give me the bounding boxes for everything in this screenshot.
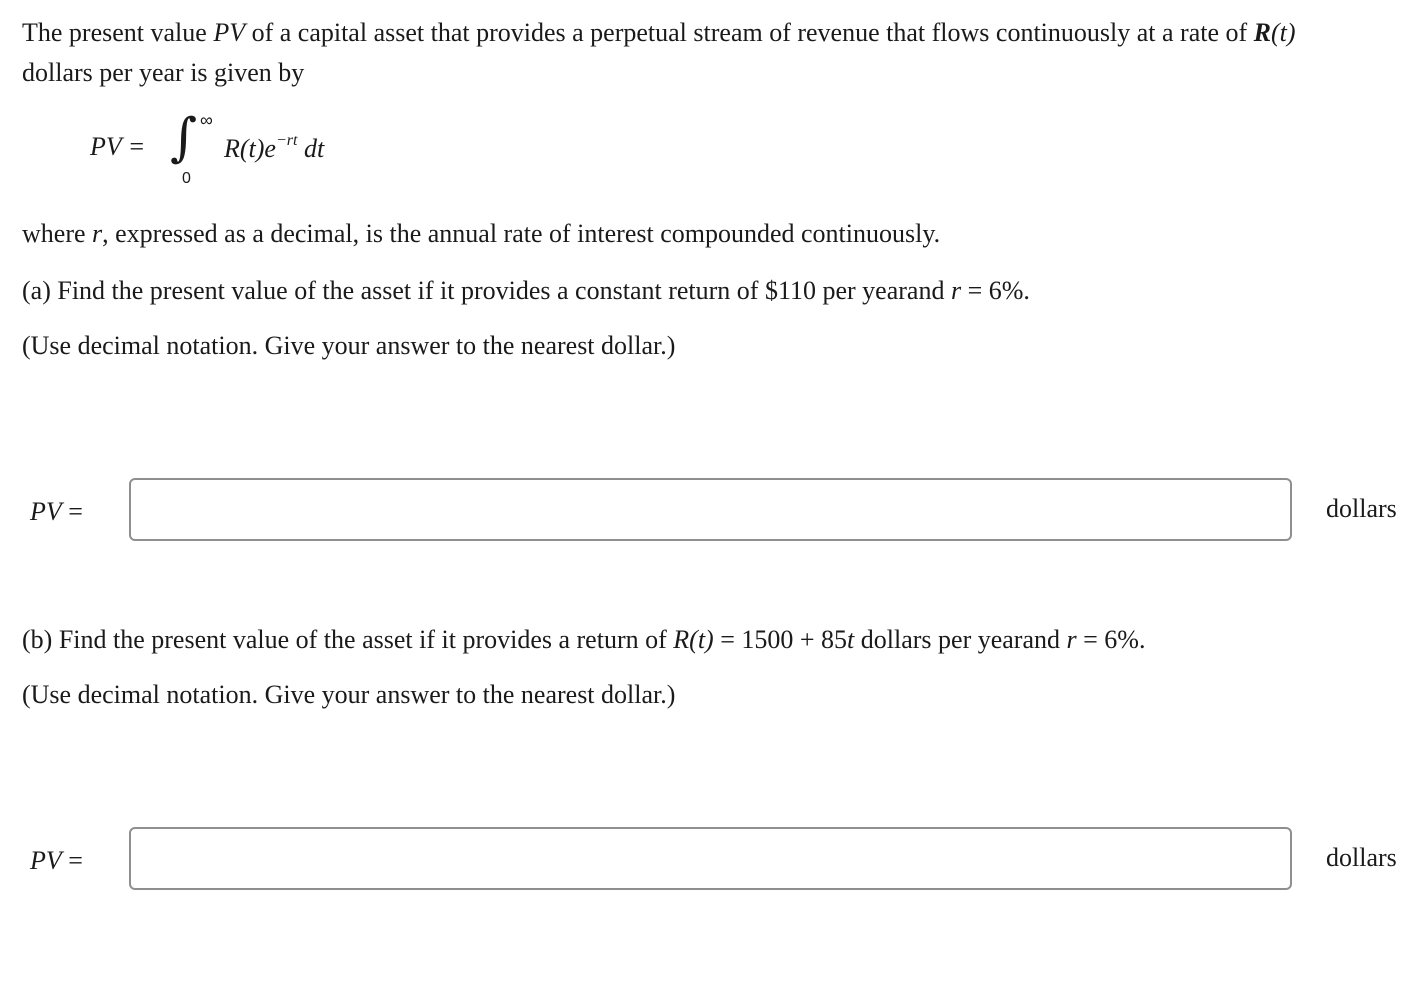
intro-text-line-1 <box>22 13 1296 53</box>
part-b-question-e: = 6%. <box>1076 625 1146 654</box>
part-b-r-symbol: r <box>1066 625 1077 654</box>
where-text <box>22 214 940 254</box>
part-b-t2-symbol: t <box>847 625 855 654</box>
intro-text-a: The present value <box>22 18 214 47</box>
part-b-pv-equals: = <box>61 846 83 875</box>
part-b-question-a: (b) Find the present value of the asset if it provides a return of <box>22 625 674 654</box>
integrand-dt: dt <box>297 134 325 163</box>
integral-sign-icon: ∫ <box>170 108 198 168</box>
formula-lower-limit: 0 <box>182 170 191 187</box>
part-a-question <box>22 271 1030 311</box>
part-b-question-b: = 1500 + 85 <box>713 625 848 654</box>
part-a-pv-equals: = <box>61 497 83 526</box>
part-a-r-symbol: r <box>950 276 962 305</box>
integrand-main: R(t)e <box>224 134 276 163</box>
formula-lhs: PV = <box>90 132 146 161</box>
part-a-pv-label <box>30 497 83 527</box>
where-r-symbol: r <box>92 219 103 248</box>
where-text-a: where <box>22 219 93 248</box>
intro-t-symbol: (t) <box>1271 18 1296 47</box>
part-a-question-b: and <box>906 276 951 305</box>
part-a-question-a: (a) Find the present value of the asset if it provides a constant return of $110 per year <box>22 276 907 305</box>
intro-text-line-2: dollars per year is given by <box>22 58 305 87</box>
part-a-pv-symbol: PV <box>30 497 62 526</box>
part-a-unit-label: dollars <box>1326 494 1397 523</box>
formula-upper-limit: ∞ <box>200 110 213 130</box>
part-a-question-c: = 6%. <box>961 276 1030 305</box>
part-b-unit-label: dollars <box>1326 843 1397 872</box>
part-a-note: (Use decimal notation. Give your answer to the nearest dollar.) <box>22 331 676 360</box>
intro-text-b: of a capital asset that provides a perpetual stream of revenue that flows continuously at a rate of <box>245 18 1254 47</box>
part-b-pv-symbol: PV <box>30 846 62 875</box>
part-b-question <box>22 620 1145 660</box>
present-value-formula <box>90 108 390 198</box>
part-b-t-symbol: (t) <box>689 625 714 654</box>
intro-pv-symbol: PV <box>213 18 246 47</box>
formula-integrand <box>224 132 324 164</box>
part-b-question-d: and <box>1022 625 1067 654</box>
part-a-answer-input[interactable] <box>129 478 1292 541</box>
part-b-R-symbol: R <box>673 625 690 654</box>
where-text-b: , expressed as a decimal, is the annual rate of interest compounded continuously. <box>102 219 941 248</box>
part-b-question-c: dollars per year <box>854 625 1023 654</box>
part-b-answer-input[interactable] <box>129 827 1292 890</box>
integrand-exponent: −rt <box>275 132 298 149</box>
part-b-note: (Use decimal notation. Give your answer to the nearest dollar.) <box>22 680 676 709</box>
intro-r-symbol: R <box>1253 18 1272 47</box>
part-b-pv-label <box>30 846 83 876</box>
